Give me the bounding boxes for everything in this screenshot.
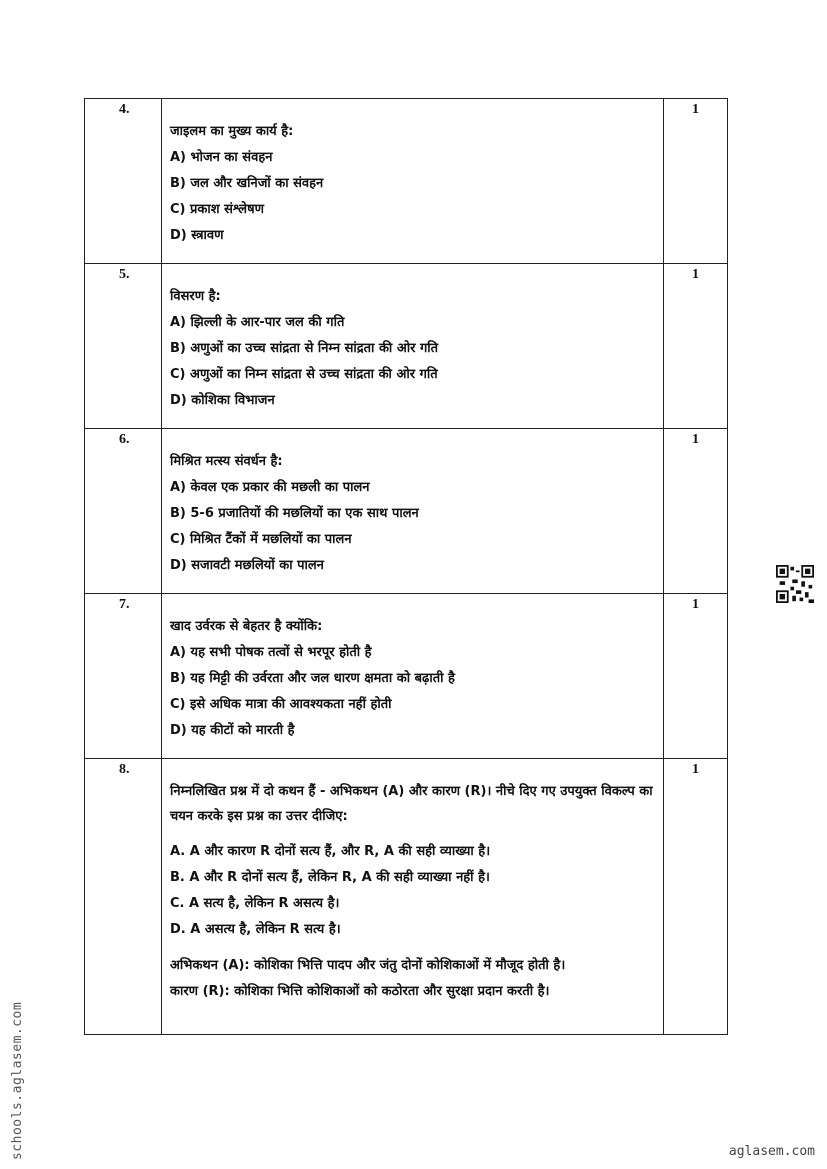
assertion-statement: अभिकथन (A): कोशिका भित्ति पादप और जंतु दोनों कोशिकाओं में मौजूद होती है। xyxy=(170,958,566,973)
footer-watermark: aglasem.com xyxy=(728,1144,815,1159)
option-d: D) कोशिका विभाजन xyxy=(170,393,275,408)
side-watermark: schools.aglasem.com xyxy=(10,1001,25,1160)
option-d: D) सजावटी मछलियों का पालन xyxy=(170,558,324,573)
question-number: 8. xyxy=(85,759,162,1035)
qr-code-icon xyxy=(776,565,814,603)
reason-statement: कारण (R): कोशिका भित्ति कोशिकाओं को कठोरता और सुरक्षा प्रदान करती है। xyxy=(170,984,550,999)
question-body xyxy=(162,759,664,1035)
question-row xyxy=(85,99,728,264)
question-marks: 1 xyxy=(664,429,728,594)
question-body xyxy=(162,429,664,594)
option-b: B) अणुओं का उच्च सांद्रता से निम्न सांद्रता की ओर गति xyxy=(170,341,439,356)
option-a: A) यह सभी पोषक तत्वों से भरपूर होती है xyxy=(170,645,372,660)
question-number: 6. xyxy=(85,429,162,594)
question-instruction: निम्नलिखित प्रश्न में दो कथन हैं - अभिकथन (A) और कारण (R)। नीचे दिए गए उपयुक्त विकल्प का चयन करके इस प्रश्न का उत्तर दीजिए: xyxy=(170,784,653,824)
question-body xyxy=(162,264,664,429)
question-stem: मिश्रित मत्स्य संवर्धन है: xyxy=(170,454,283,469)
question-row xyxy=(85,594,728,759)
question-marks: 1 xyxy=(664,99,728,264)
option-b: B) यह मिट्टी की उर्वरता और जल धारण क्षमता को बढ़ाती है xyxy=(170,671,455,686)
option-d: D) स्त्रावण xyxy=(170,228,224,243)
question-marks: 1 xyxy=(664,264,728,429)
question-body xyxy=(162,594,664,759)
question-row xyxy=(85,264,728,429)
option-a: A) भोजन का संवहन xyxy=(170,150,273,165)
question-marks: 1 xyxy=(664,594,728,759)
option-b: B. A और R दोनों सत्य हैं, लेकिन R, A की सही व्याख्या नहीं है। xyxy=(170,870,490,885)
question-marks: 1 xyxy=(664,759,728,1035)
question-stem: जाइलम का मुख्य कार्य है: xyxy=(170,124,294,139)
option-d: D. A असत्य है, लेकिन R सत्य है। xyxy=(170,922,341,937)
question-row xyxy=(85,759,728,1035)
option-b: B) 5-6 प्रजातियों की मछलियों का एक साथ पालन xyxy=(170,506,419,521)
option-c: C) मिश्रित टैंकों में मछलियों का पालन xyxy=(170,532,352,547)
question-stem: विसरण है: xyxy=(170,289,221,304)
question-number: 5. xyxy=(85,264,162,429)
option-c: C) अणुओं का निम्न सांद्रता से उच्च सांद्रता की ओर गति xyxy=(170,367,438,382)
option-b: B) जल और खनिजों का संवहन xyxy=(170,176,324,191)
question-number: 4. xyxy=(85,99,162,264)
question-body xyxy=(162,99,664,264)
option-c: C) प्रकाश संश्लेषण xyxy=(170,202,264,217)
option-c: C) इसे अधिक मात्रा की आवश्यकता नहीं होती xyxy=(170,697,392,712)
question-row xyxy=(85,429,728,594)
question-stem: खाद उर्वरक से बेहतर है क्योंकि: xyxy=(170,619,323,634)
question-number: 7. xyxy=(85,594,162,759)
option-d: D) यह कीटों को मारती है xyxy=(170,723,295,738)
option-c: C. A सत्य है, लेकिन R असत्य है। xyxy=(170,896,340,911)
option-a: A) झिल्ली के आर-पार जल की गति xyxy=(170,315,345,330)
question-table xyxy=(84,98,728,1035)
option-a: A) केवल एक प्रकार की मछली का पालन xyxy=(170,480,370,495)
option-a: A. A और कारण R दोनों सत्य हैं, और R, A की सही व्याख्या है। xyxy=(170,844,491,859)
